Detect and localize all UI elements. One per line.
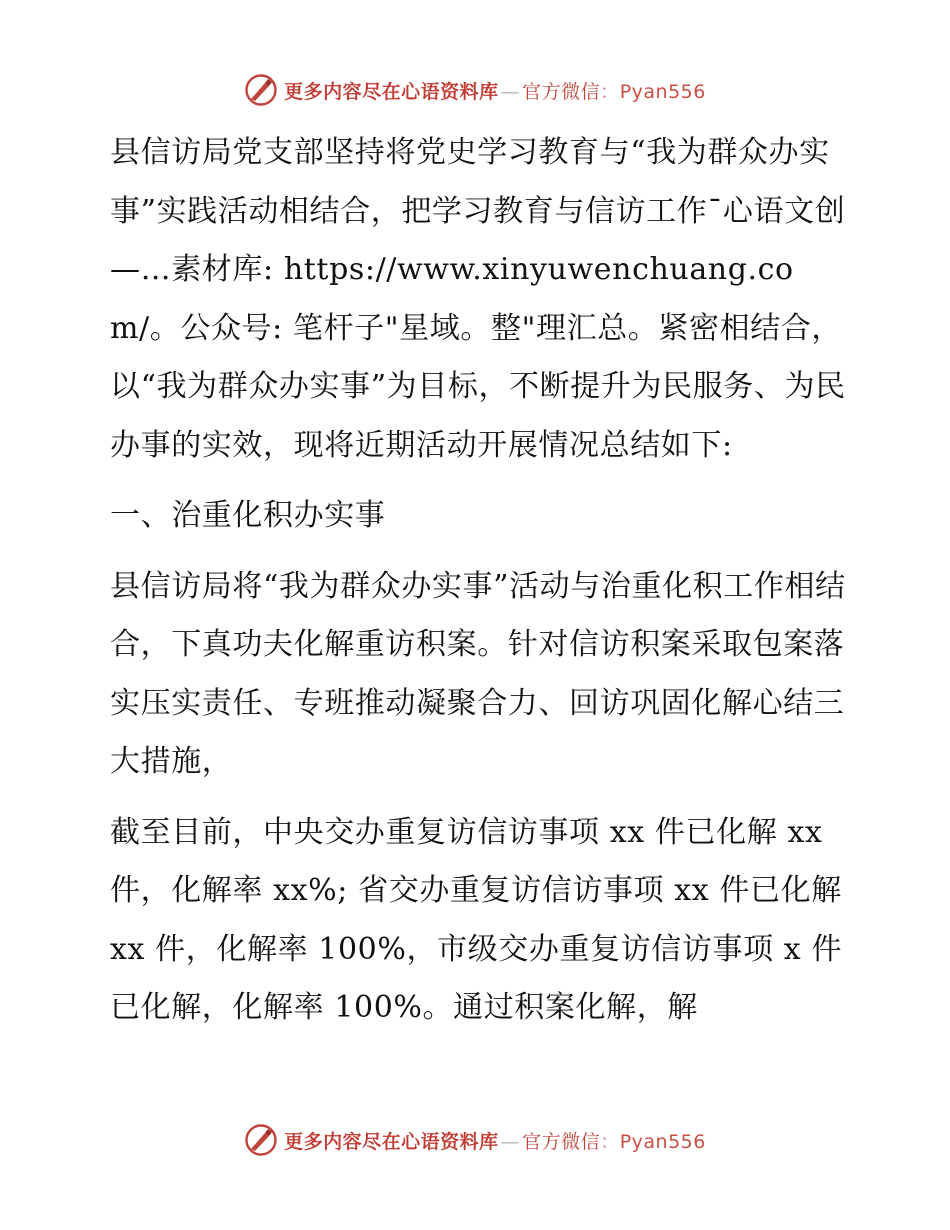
pen-circle-logo-icon — [244, 1123, 278, 1157]
banner-brand: 更多内容尽在心语资料库 — [284, 1130, 499, 1153]
bottom-banner — [0, 1120, 950, 1160]
banner-separator: ： — [600, 1130, 620, 1153]
document-body — [98, 124, 858, 1038]
banner-account: Pyan556 — [619, 1130, 706, 1153]
paragraph-measures: 县信访局将“我为群众办实事”活动与治重化积工作相结合，下真功夫化解重访积案。针对信访积案采取包案落实压实责任、专班推动凝聚合力、回访巩固化解心结三大措施， — [110, 568, 846, 779]
paragraph-results: 截至目前，中央交办重复访信访事项 xx 件已化解 xx 件，化解率 xx%; 省交办重复访信访事项 xx 件已化解 xx 件，化解率 100%，市级交办重复访信访事项 x 件已化解，化解率 100%。通过积案化解，解 — [110, 814, 843, 1025]
paragraph-intro: 县信访局党支部坚持将党史学习教育与“我为群众办实事”实践活动相结合，把学习教育与信访工作¯心语文创—…素材库: https://www.xinyuwenchuang.com/。公众号: 笔杆子"星域。整"理汇总。紧密相结合，以“我为群众办实事”为目标，不断提升为民服务、为民办事的实效，现将近期活动开展情况总结如下: — [110, 135, 846, 463]
banner-text — [284, 1127, 706, 1154]
top-banner — [0, 70, 950, 110]
banner-dash: — — [500, 1130, 521, 1153]
pen-circle-logo-icon — [244, 73, 278, 107]
banner-text — [284, 77, 706, 104]
banner-account: Pyan556 — [619, 80, 706, 103]
banner-official: 官方微信 — [522, 1130, 601, 1153]
banner-dash: — — [500, 80, 521, 103]
banner-official: 官方微信 — [522, 80, 601, 103]
section-heading: 一、治重化积办实事 — [110, 498, 386, 533]
banner-brand: 更多内容尽在心语资料库 — [284, 80, 499, 103]
banner-separator: ： — [600, 80, 620, 103]
